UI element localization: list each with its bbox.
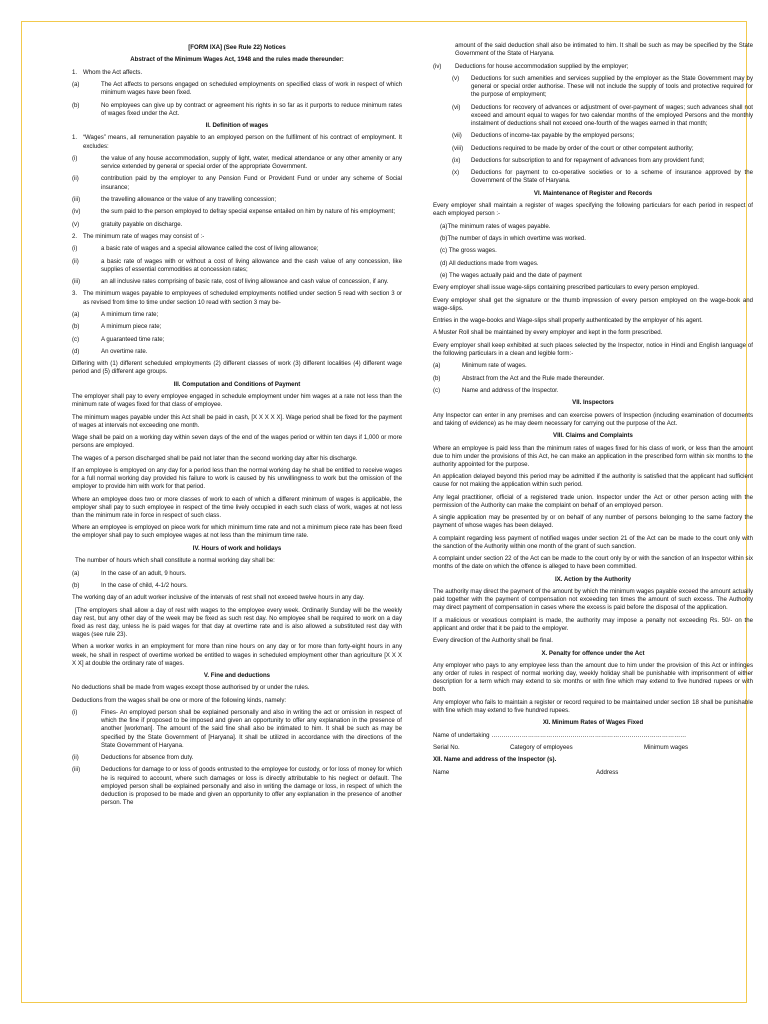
- paragraph: If an employee is employed on any day for a period less than the normal working day he shall be entitled to receive wages for a full normal working day provided his failure to work is caused by his unwillingness to work but the omission of the employer to provide him with work for that period.: [72, 467, 402, 491]
- list-item: (b) In the case of child, 4-1/2 hours.: [72, 581, 188, 589]
- list-item: (ii) a basic rate of wages with or without a cost of living allowance and the cash value of any concession, like supplies of essential commodities at concession rates;: [72, 257, 402, 273]
- section-heading: IV. Hours of work and holidays: [192, 544, 282, 552]
- section-heading: XI. Minimum Rates of Wages Fixed: [542, 719, 644, 727]
- list-item: (vii) Deductions of income-tax payable by the employed persons;: [452, 132, 635, 140]
- paragraph: A complaint under section 22 of the Act can be made to the court only by or with the sanction of an Inspector within six months of the date on which the offence is alleged to have been committed.: [433, 555, 753, 571]
- paragraph: The employer shall pay to every employee engaged in schedule employment under him wages at a rate not less than the minimum rate of wages fixed for that class of employee.: [72, 393, 402, 409]
- column-header: Category of employees: [510, 743, 573, 751]
- list-item: (i) the value of any house accommodation, supply of light, water, medical attendance or any other amenity or any service extended by general or special order of the appropriate Government.: [72, 154, 402, 171]
- paragraph: amount of the said deduction shall also be intimated to him. It shall be such as may be specified by the State Government of the State of Haryana.: [455, 42, 753, 58]
- list-item: (a) The Act affects to persons engaged on scheduled employments on specified class of work in respect of which minimum wages have been fixed.: [72, 81, 402, 97]
- paragraph: Every employer shall maintain a register of wages specifying the following particulars for each period in respect of each employed person :-: [433, 202, 753, 218]
- paragraph: The minimum wages payable under this Act shall be paid in cash, [X X X X X]. Wage period shall be fixed for the payment of wages at intervals not exceeding one month.: [72, 413, 402, 429]
- paragraph: If a malicious or vexatious complaint is made, the authority may impose a penalty not exceeding Rs. 50/- on the applicant and order that it be paid to the employer.: [433, 616, 753, 632]
- form-title: [FORM IXA] (See Rule 22) Notices: [188, 44, 286, 51]
- left-column: [72, 44, 402, 811]
- list-item: (iv) the sum paid to the person employed to defray special expense entailed on him by nature of his employment;: [72, 208, 396, 216]
- section-heading: VIII. Claims and Complaints: [553, 432, 633, 440]
- list-item: (b)The number of days in which overtime was worked.: [440, 234, 586, 242]
- minimum-wages-clause: 3. The minimum wages payable to employees of scheduled employments notified under section 5 read with section 3 or as revised from time to time under section 10 read with section 3 may be-: [72, 290, 402, 306]
- inspector-table-header: [433, 769, 753, 777]
- list-item: (c) The gross wages.: [440, 247, 497, 255]
- wages-table-header: [433, 744, 753, 752]
- list-item: (ii) contribution paid by the employer to any Pension Fund or Provident Fund or under any scheme of Social insurance;: [72, 175, 402, 191]
- undertaking-field: Name of undertaking ……………………………………………………………………………………: [433, 731, 687, 739]
- list-item: (x) Deductions for payment to co-operative societies or to a scheme of insurance approved by the Government of the State of Haryana.: [452, 169, 753, 185]
- list-item: (c) A guaranteed time rate;: [72, 335, 165, 343]
- paragraph: Deductions from the wages shall be one or more of the following kinds, namely:: [72, 696, 287, 704]
- paragraph: The number of hours which shall constitute a normal working day shall be:: [75, 557, 275, 565]
- paragraph: An application delayed beyond this period may be admitted if the authority is satisfied that the applicant had sufficient cause for not making the application within such period.: [433, 473, 753, 489]
- paragraph: No deductions shall be made from wages except those authorised by or under the rules.: [72, 684, 310, 692]
- list-item: (i) Fines- An employed person shall be explained personally and also in writing the act or omission in respect of which the fine if proposed to be imposed and given an opportunity to offer any explanation in the presence of another [workman]. The amount of the said fine shall also be intimated to him. It shall be such as may be specified by the State Government of [Haryana]. It shall be utilized in accordance with the directions of the State Government of Haryana.: [72, 709, 402, 749]
- column-header: Name: [433, 768, 450, 776]
- list-item: (iii) an all inclusive rates comprising of basic rate, cost of living allowance and cash value of concession, if any.: [72, 278, 389, 286]
- paragraph: Any employer who fails to maintain a register or record required to be maintained under section 18 shall be punishable with fine which may extend to five hundred rupees.: [433, 698, 753, 714]
- list-item: (b) A minimum piece rate;: [72, 323, 162, 331]
- paragraph: Entries in the wage-books and Wage-slips shall properly authenticated by the employer of his agent.: [433, 317, 703, 325]
- list-item: (b) Abstract from the Act and the Rule made thereunder.: [433, 374, 605, 382]
- list-item: (a) Minimum rate of wages.: [433, 362, 527, 370]
- column-header: Serial No.: [433, 743, 460, 751]
- list-item: (a) A minimum time rate;: [72, 310, 159, 318]
- paragraph: A complaint regarding less payment of notified wages under section 21 of the Act can be made to the court only with the sanction of the Authority within one month of the grant of such sanction.: [433, 534, 753, 550]
- list-item: (ix) Deductions for subscription to and for repayment of advances from any provident fund;: [452, 156, 705, 164]
- paragraph: Wage shall be paid on a working day within seven days of the end of the wages period or within ten days if 1,000 or more persons are employed.: [72, 434, 402, 450]
- register-particulars-list: [440, 223, 753, 281]
- section-heading: XII. Name and address of the Inspector (s).: [433, 756, 557, 764]
- paragraph: Every employer shall issue wage-slips containing prescribed particulars to every person employed.: [433, 284, 699, 292]
- list-item: (iv) Deductions for house accommodation supplied by the employer;: [433, 62, 629, 70]
- section-heading: VI. Maintenance of Register and Records: [533, 189, 653, 197]
- list-item: (i) a basic rate of wages and a special allowance called the cost of living allowance;: [72, 245, 319, 253]
- paragraph: [The employers shall allow a day of rest with wages to the employee every week. Ordinarily Sunday will be the weekly day rest, but any other day of the week may be fixed as such rest day. No employee shall be required to work on a day fixed as rest day, unless he is paid wages for that day at overtime rate and is also allowed a substituted rest day with wages (see rule 23).: [72, 606, 402, 638]
- column-header: Address: [596, 768, 619, 776]
- paragraph: Every direction of the Authority shall be final.: [433, 637, 553, 645]
- list-item: (d) An overtime rate.: [72, 347, 148, 355]
- right-column: [433, 42, 753, 781]
- paragraph: Where an employee does two or more classes of work to each of which a different minimum of wages is applicable, the employer shall pay to such employee in respect of the time lively occupied in each such class of work, wages at not less than the minimum rate in force in respect of such class.: [72, 495, 402, 519]
- list-item: (e) The wages actually paid and the date of payment: [440, 271, 582, 279]
- paragraph: Any legal practitioner, official of a registered trade union. Inspector under the Act or other person acting with the permission of the Authority can make the complaint on behalf of an employed person.: [433, 493, 753, 509]
- section-heading: IX. Action by the Authority: [554, 575, 632, 583]
- section-heading: III. Computation and Conditions of Payment: [173, 380, 301, 388]
- paragraph: Every employer shall keep exhibited at such places selected by the Inspector, notice in Hindi and English language of the following particulars in a clean and legible form:-: [433, 341, 753, 357]
- section-heading: II. Definition of wages: [205, 122, 269, 130]
- paragraph: The authority may direct the payment of the amount by which the minimum wages payable exceed the amount actually paid together with the payment of compensation not exceeding ten times the amount of such excess. The Authority may direct payment of compensation in cases where the excess is paid before the disposal of the application.: [433, 588, 753, 612]
- paragraph: The wages of a person discharged shall be paid not later than the second working day after his discharge.: [72, 454, 358, 462]
- paragraph: Where an employee is paid less than the minimum rates of wages fixed for his class of work, or less than the amount due to him under the provisions of this Act, he can make an application in the prescribed form within six months to the authority appointed for the purpose.: [433, 444, 753, 468]
- column-header: Minimum wages: [644, 743, 689, 751]
- list-item: (viii) Deductions required to be made by order of the court or other competent authority;: [452, 144, 694, 152]
- list-item: (d) All deductions made from wages.: [440, 259, 539, 267]
- section-heading: V. Fine and deductions: [203, 672, 271, 679]
- list-item: (a)The minimum rates of wages payable.: [440, 222, 551, 230]
- list-item: (b) No employees can give up by contract or agreement his rights in so far as it purports to reduce minimum rates of wages fixed under the Act.: [72, 101, 402, 117]
- list-item: (v) Deductions for such amenities and services supplied by the employer as the State Government may by general or special order authorise. These will not include the supply of tools and protective required for the purpose of employment;: [452, 74, 753, 99]
- paragraph: Where an employee is employed on piece work for which minimum time rate and not a minimum piece rate has been fixed the employer shall pay to such employee wages at not less than the minimum time rate.: [72, 524, 402, 540]
- list-item: (ii) Deductions for absence from duty.: [72, 754, 194, 761]
- list-item: (a) In the case of an adult, 9 hours.: [72, 569, 187, 577]
- document-page: [21, 21, 753, 1003]
- abstract-title: Abstract of the Minimum Wages Act, 1948 and the rules made thereunder:: [130, 56, 344, 64]
- list-item: (c) Name and address of the Inspector.: [433, 386, 559, 394]
- list-item: (iii) the travelling allowance or the value of any travelling concession;: [72, 195, 277, 203]
- paragraph: Any employer who pays to any employee less than the amount due to him under the provision of this Act or infringes any order of rules in respect of normal working day, weekly holiday shall be punishable with imprisonment of either description for a term which may extend to six months or with fine which may extend to five hundred rupees or with both.: [433, 661, 753, 694]
- minimum-rate-clause: 2. The minimum rate of wages may consist of :-: [72, 232, 205, 240]
- paragraph: Every employer shall get the signature or the thumb impression of every person employed on the wage-book and wage-slips.: [433, 296, 753, 312]
- list-item: (iii) Deductions for damage to or loss of goods entrusted to the employee for custody, or for loss of money for which he is required to account, where such damages or loss is directly attributable to his neglect or default. The employed person shall be explained personally and also in writing the damage or loss, in respect of which the deduction is proposed to be made and given an opportunity to offer any explanation in the presence of another person. The: [72, 766, 402, 806]
- list-item: (v) gratuity payable on discharge.: [72, 220, 183, 228]
- section-1: 1. Whom the Act affects.: [72, 68, 143, 76]
- wages-definition: 1. “Wages” means, all remuneration payable to an employed person on the fulfilment of his contract of employment. It excludes:: [72, 134, 402, 150]
- paragraph: A Muster Roll shall be maintained by every employer and kept in the form prescribed.: [433, 329, 663, 337]
- section-heading: X. Penalty for offence under the Act: [541, 649, 645, 657]
- paragraph: When a worker works in an employment for more than nine hours on any day or for more than forty-eight hours in any week, he shall in respect of overtime worked be entitled to wages in scheduled employment other than agriculture [X X X X X] at double the ordinary rate of wages.: [72, 643, 402, 667]
- list-item: (vi) Deductions for recovery of advances or adjustment of over-payment of wages; such advances shall not exceed and amount equal to wages for two calendar months of the employed Persons and the monthly instalment of deductions shall not exceed one-fourth of the wages earned in that month;: [452, 103, 753, 127]
- paragraph: Any Inspector can enter in any premises and can exercise powers of Inspection (including examination of documents and taking of evidence) as he may deem necessary for carrying out the purpose of the Act.: [433, 411, 753, 427]
- paragraph: Differing with (1) different scheduled employments (2) different classes of work (3) different localities (4) different wage period and (5) different age groups.: [72, 360, 402, 376]
- paragraph: The working day of an adult worker inclusive of the intervals of rest shall not exceed twelve hours in any day.: [72, 594, 365, 602]
- paragraph: A single application may be presented by or on behalf of any number of persons belonging to the same factory the payment of whose wages has been delayed.: [433, 514, 753, 530]
- section-heading: VII. Inspectors: [572, 399, 614, 407]
